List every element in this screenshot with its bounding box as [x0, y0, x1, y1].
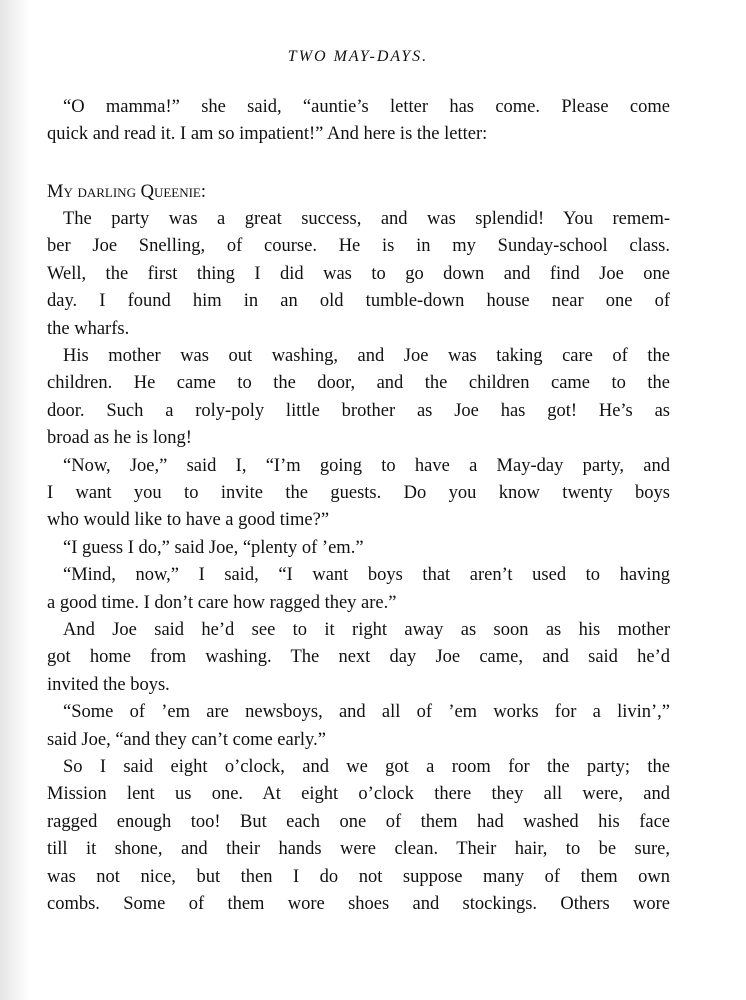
letter-line: got home from washing. The next day Joe came, and said he’d [47, 647, 670, 668]
letter-line: who would like to have a good time?” [47, 510, 330, 531]
letter-line: “Mind, now,” I said, “I want boys that aren’t used to having [63, 565, 670, 586]
letter-line: I want you to invite the guests. Do you know twenty boys [47, 483, 670, 503]
letter-line: The party was a great success, and was splendid! You remem- [63, 209, 670, 229]
letter-line: “Now, Joe,” said I, “I’m going to have a May-day party, and [63, 455, 670, 476]
running-head: TWO MAY-DAYS. [287, 48, 429, 65]
letter-line: His mother was out washing, and Joe was taking care of the [63, 346, 670, 366]
letter-line: And Joe said he’d see to it right away as soon as his mother [63, 620, 670, 640]
letter-line: was not nice, but then I do not suppose many of them own [47, 866, 670, 887]
letter-line: ragged enough too! But each one of them had washed his face [47, 811, 670, 832]
page-edge-shadow [0, 0, 30, 1000]
letter-line: ber Joe Snelling, of course. He is in my Sunday-school class. [47, 236, 670, 257]
letter-line: “I guess I do,” said Joe, “plenty of ’em.” [63, 537, 364, 558]
letter-line: till it shone, and their hands were clean. Their hair, to be sure, [47, 839, 670, 860]
letter-line: said Joe, “and they can’t come early.” [47, 729, 326, 750]
letter-line: day. I found him in an old tumble-down house near one of [47, 291, 670, 312]
letter-line: children. He came to the door, and the children came to the [47, 373, 670, 394]
letter-line: “Some of ’em are newsboys, and all of ’em works for a livin’,” [63, 702, 670, 723]
letter-line: the wharfs. [47, 318, 130, 339]
intro-line: quick and read it. I am so impatient!” And here is the letter: [47, 124, 488, 144]
letter-line: invited the boys. [47, 674, 170, 695]
letter-line: So I said eight o’clock, and we got a room for the party; the [63, 757, 670, 777]
letter-line: a good time. I don’t care how ragged they are.” [47, 592, 397, 613]
salutation: My darling Queenie: [47, 182, 207, 202]
intro-line: “O mamma!” she said, “auntie’s letter has come. Please come [63, 97, 670, 117]
letter-line: combs. Some of them wore shoes and stockings. Others wore [47, 894, 670, 914]
letter-line: Well, the first thing I did was to go down and find Joe one [47, 263, 670, 284]
letter-line: door. Such a roly-poly little brother as Joe has got! He’s as [47, 400, 670, 421]
letter-line: broad as he is long! [47, 428, 192, 449]
letter-line: Mission lent us one. At eight o’clock there they all were, and [47, 784, 670, 805]
